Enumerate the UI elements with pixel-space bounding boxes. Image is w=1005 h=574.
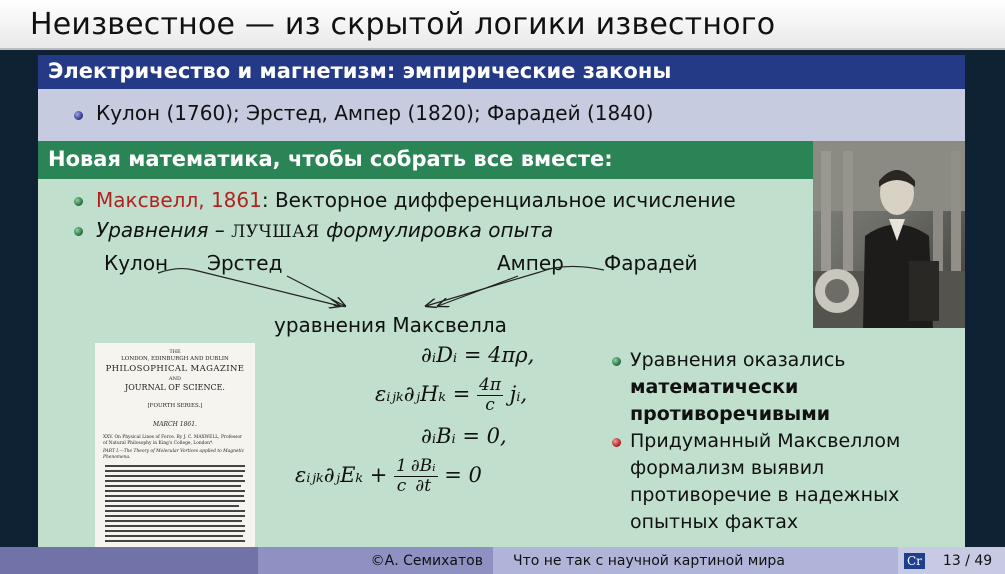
eq4-frac1-denominator: c [396,476,407,496]
equations-word: Уравнения [96,218,209,242]
eq4-lhs: εᵢⱼₖ∂ⱼEₖ + [295,463,395,487]
point-2-line-1: Придуманный Максвеллом [630,430,901,452]
formulation-text: формулировка опыта [319,218,554,242]
eq2-lhs: εᵢⱼₖ∂ⱼHₖ = [375,382,478,406]
slide-footer [0,547,1005,574]
diagram-source-faraday: Фарадей [604,251,698,275]
best-word: ЛУЧШАЯ [231,222,320,242]
page-number: 13 / 49 [942,552,993,569]
point-2-line-2: формализм выявил [630,457,825,479]
point-2-line-4: опытных фактах [630,511,799,533]
footer-author: ©А. Семихатов [258,547,493,574]
maxwell-equation-2 [375,376,527,415]
paper-line: THE [169,349,181,355]
paper-article-heading: XXV. On Physical Lines of Force. By J. C. MAXWELL, Professor of Natural Philosophy in King's College, London*. [103,435,243,446]
paper-line: [FOURTH SERIES.] [147,403,203,409]
eq4-rhs: = 0 [437,463,482,487]
paper-line: AND [169,376,181,382]
dash: – [208,218,232,242]
bullet-icon [612,357,621,366]
arrow-oersted [287,276,345,306]
paper-part-heading: PART I.—The Theory of Molecular Vortices applied to Magnetic Phenomena. [103,449,245,460]
point-1-line-1: Уравнения оказались [630,349,846,371]
bullet-icon [612,438,621,447]
eq4-frac1-numerator: 1 [396,456,407,476]
maxwell-equation-4 [295,457,482,496]
diagram-source-ampere: Ампер [497,251,564,275]
slide-title: Неизвестное — из скрытой логики известного [30,7,776,42]
maxwell-equation-3: ∂ᵢBᵢ = 0, [421,424,507,448]
paper-line: JOURNAL OF SCIENCE. [125,383,225,392]
paper-line: MARCH 1861. [153,421,197,428]
paper-line: PHILOSOPHICAL MAGAZINE [105,364,245,374]
block-empirical-laws-heading: Электричество и магнетизм: эмпирические законы [38,55,965,89]
paper-line: LONDON, EDINBURGH AND DUBLIN [121,356,229,362]
point-1-line-2: математически [630,376,799,398]
maxwell-1861-label: Максвелл, 1861 [96,188,262,212]
eq2-denominator: c [485,395,495,415]
diagram-target-maxwell-equations: уравнения Максвелла [274,313,507,337]
point-2-line-3: противоречие в надежных [630,484,900,506]
maxwell-equation-1: ∂ᵢDᵢ = 4πρ, [421,343,535,367]
footer-talk-title: Что не так с научной картиной мира [493,547,898,574]
eq2-numerator: 4π [479,375,502,395]
philosophical-magazine-page-image [95,343,255,547]
footer-left-band [0,547,258,574]
empirical-laws-item: Кулон (1760); Эрстед, Ампер (1820); Фарадей (1840) [96,101,654,125]
eq4-frac2-denominator: ∂t [415,476,432,496]
block-new-math-heading: Новая математика, чтобы собрать все вместе: [38,141,813,179]
diagram-source-coulomb: Кулон [104,251,169,275]
footer-page-area [898,547,1005,574]
point-1-line-3: противоречивыми [630,403,831,425]
eq4-frac2-numerator: ∂Bᵢ [410,456,436,476]
eq2-rhs: jᵢ, [503,382,528,406]
cr-logo-icon: Cr [904,553,925,569]
arrow-coulomb [158,269,340,306]
new-math-item-1-text: : Векторное дифференциальное исчисление [261,188,736,212]
diagram-source-oersted: Эрстед [207,251,283,275]
